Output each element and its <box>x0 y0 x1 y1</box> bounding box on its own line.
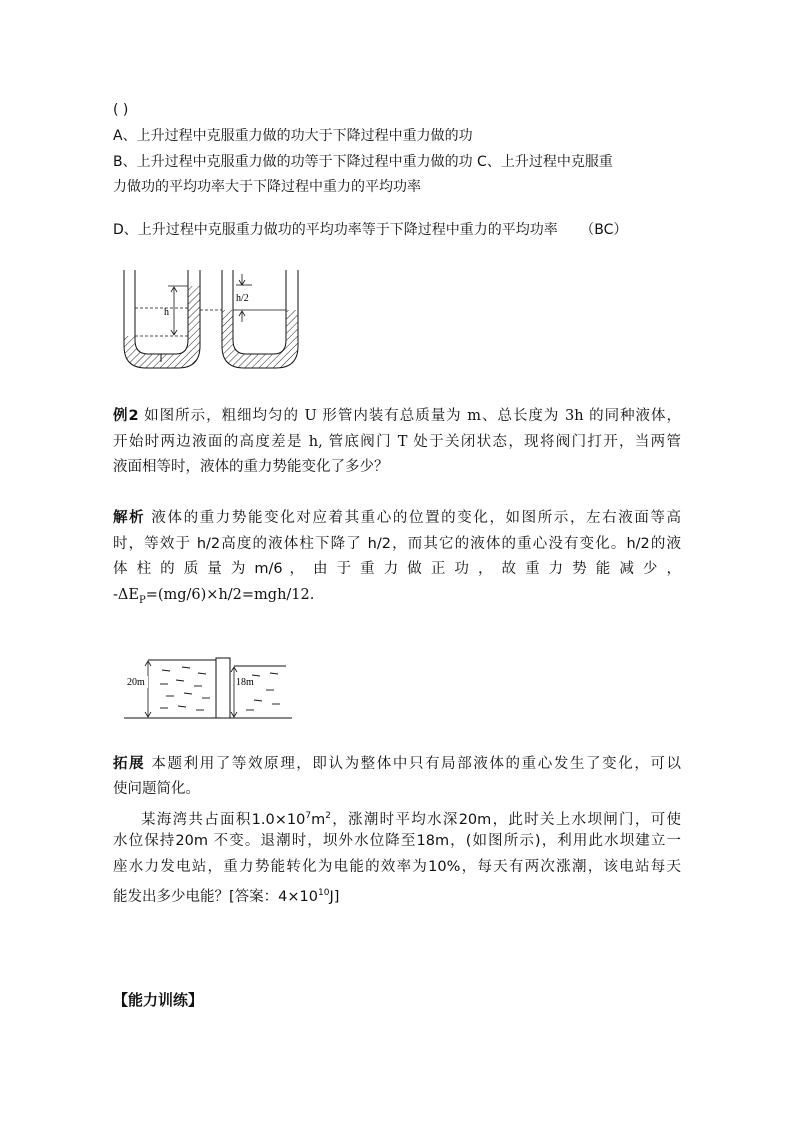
left-u-tube <box>124 270 200 368</box>
formula-rest: =(mg/6)×h/2=mgh/12. <box>145 587 315 603</box>
example2-line3: 液面相等时，液体的重力势能变化了多少？ <box>113 459 389 475</box>
extension-text1: 本题利用了等效原理，即认为整体中只有局部液体的重心发生了变化，可以 <box>151 756 682 772</box>
answer-text: 能发出多少电能？[答案：4×10 <box>113 888 318 905</box>
analysis-line2: 时，等效于 h/2高度的液体柱下降了 h/2，而其它的液体的重心没有变化。h/2的液 <box>113 536 681 552</box>
extension-line2: 使问题简化。 <box>113 781 200 797</box>
delta-ep-subscript: P <box>138 594 146 606</box>
example2-line1 <box>113 404 681 430</box>
analysis-line1 <box>113 506 681 532</box>
dam-left-depth-label: 20m <box>127 677 145 688</box>
right-u-tube <box>222 270 298 368</box>
area-value: 某海湾共占面积1.0×10 <box>141 811 306 828</box>
analysis-line4 <box>113 583 681 613</box>
example2-text1: 如图所示，粗细均匀的 U 形管内装有总质量为 m、总长度为 3h 的同种液体， <box>144 408 682 424</box>
ability-training-heading: 【能力训练】 <box>113 991 204 1009</box>
extension-label: 拓展 <box>113 756 146 772</box>
choice-answer: （BC） <box>580 222 628 238</box>
answer-exponent: 10 <box>317 888 330 898</box>
delta-ep: -ΔE <box>113 587 139 603</box>
extension-line4: 水位保持20m 不变。退潮时，坝外水位降至18m，(如图所示)，利用此水坝建立一 <box>113 833 681 849</box>
h2-label: h/2 <box>236 293 249 304</box>
analysis-text1: 液体的重力势能变化对应着其重心的位置的变化，如图所示，左右液面等高 <box>151 510 682 526</box>
choice-d-text: D、上升过程中克服重力做功的平均功率等于下降过程中重力的平均功率 <box>113 222 558 238</box>
extension-line1 <box>113 752 681 778</box>
extension-line5: 座水力发电站，重力势能转化为电能的效率为10%，每天有两次涨潮，该电站每天 <box>113 859 681 875</box>
choice-c-continued: 力做功的平均功率大于下降过程中重力的平均功率 <box>113 179 421 195</box>
analysis-label: 解析 <box>113 510 146 526</box>
h-label: h <box>164 307 169 318</box>
u-tube-figure <box>118 268 318 378</box>
analysis-line3: 体 柱 的 质 量 为 m/6 ， 由 于 重 力 做 正 功 ， 故 重 力 势 能 减 少 ， <box>113 561 681 577</box>
example2-line2: 开始时两边液面的高度差是 h, 管底阀门 T 处于关闭状态，现将阀门打开，当两管 <box>113 434 681 450</box>
dam-figure <box>120 640 300 720</box>
choice-a: A、上升过程中克服重力做的功大于下降过程中重力做的功 <box>113 128 473 144</box>
example2-label: 例2 <box>113 408 139 424</box>
choice-d <box>113 218 627 242</box>
extension-line6 <box>113 881 681 910</box>
extension-text3: ，涨潮时平均水深20m，此时关上水坝闸门，可使 <box>330 811 681 828</box>
area-exponent: 7 <box>305 811 312 821</box>
choice-paren: ( ) <box>113 102 129 118</box>
dam-right-depth-label: 18m <box>236 677 254 688</box>
answer-unit: J] <box>329 888 340 905</box>
area-unit-exponent: 2 <box>325 811 331 821</box>
choice-b: B、上升过程中克服重力做的功等于下降过程中重力做的功 C、上升过程中克服重 <box>113 154 613 170</box>
area-unit: m <box>311 811 326 828</box>
